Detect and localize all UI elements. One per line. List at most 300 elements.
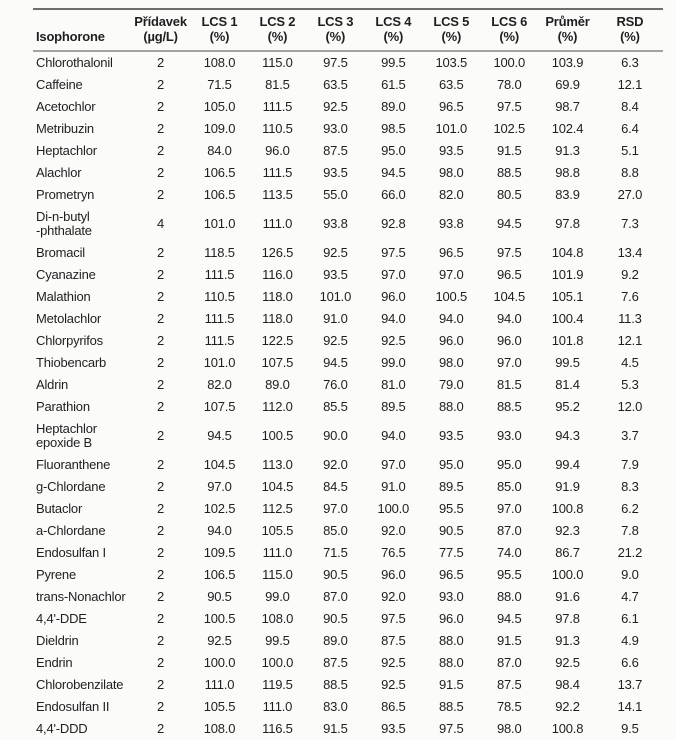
value-cell: 82.0 <box>207 377 232 392</box>
table-row <box>33 586 663 608</box>
value-cell: 97.0 <box>496 501 522 516</box>
value-cell: 85.0 <box>496 479 522 494</box>
value-cell: 2 <box>157 143 165 158</box>
value-cell: 88.5 <box>439 699 464 714</box>
value-cell: 95.2 <box>555 399 580 414</box>
value-cell: 96.0 <box>496 333 522 348</box>
column-header-lcs4 <box>364 9 422 51</box>
value-cell: 93.5 <box>439 428 464 443</box>
value-cell: 85.5 <box>323 399 348 414</box>
value-cell: 2 <box>157 399 165 414</box>
analyte-name-cell: 4,4'-DDE <box>36 611 87 626</box>
value-cell: 87.5 <box>323 655 348 670</box>
value-cell: 95.0 <box>496 457 522 472</box>
table-row <box>33 162 663 184</box>
analyte-name-cell: Cyanazine <box>36 267 96 282</box>
value-cell: 98.0 <box>496 721 522 736</box>
table-header <box>33 9 663 51</box>
value-cell: 110.5 <box>204 289 235 304</box>
value-cell: 2 <box>157 699 165 714</box>
header-line1: LCS 3 <box>317 14 354 29</box>
value-cell: 102.4 <box>551 121 584 136</box>
value-cell: 2 <box>157 721 165 736</box>
value-cell: 96.0 <box>439 333 464 348</box>
value-cell: 93.5 <box>323 267 348 282</box>
value-cell: 97.5 <box>323 55 348 70</box>
value-cell: 106.5 <box>203 567 236 582</box>
analyte-name-cell: g-Chlordane <box>36 479 106 494</box>
value-cell: 74.0 <box>496 545 522 560</box>
value-cell: 104.5 <box>203 457 236 472</box>
value-cell: 110.5 <box>262 121 293 136</box>
value-cell: 2 <box>157 289 165 304</box>
value-cell: 89.0 <box>323 633 348 648</box>
column-header-pridavek <box>131 9 191 51</box>
analyte-name-cell: Endosulfan II <box>36 699 110 714</box>
table-row <box>33 74 663 96</box>
header-line2: (%) <box>557 29 578 44</box>
table-row <box>33 118 663 140</box>
value-cell: 111.5 <box>262 165 293 180</box>
table-row <box>33 498 663 520</box>
value-cell: 98.5 <box>381 121 406 136</box>
header-line1: LCS 4 <box>375 14 412 29</box>
value-cell: 11.3 <box>618 311 642 326</box>
table-row <box>33 418 663 454</box>
value-cell: 92.5 <box>207 633 232 648</box>
value-cell: 94.3 <box>555 428 580 443</box>
value-cell: 94.5 <box>496 611 522 626</box>
value-cell: 89.0 <box>381 99 406 114</box>
value-cell: 81.4 <box>555 377 580 392</box>
value-cell: 105.5 <box>261 523 294 538</box>
value-cell: 92.5 <box>323 333 348 348</box>
value-cell: 97.5 <box>381 245 406 260</box>
value-cell: 90.5 <box>439 523 464 538</box>
analyte-name-cell: a-Chlordane <box>36 523 106 538</box>
analyte-name-cell: Fluoranthene <box>36 457 111 472</box>
value-cell: 7.8 <box>621 523 639 538</box>
value-cell: 92.5 <box>555 655 580 670</box>
value-cell: 97.5 <box>496 245 522 260</box>
value-cell: 92.3 <box>555 523 580 538</box>
analyte-name-cell: 4,4'-DDD <box>36 721 88 736</box>
value-cell: 92.5 <box>323 99 348 114</box>
value-cell: 97.0 <box>496 355 522 370</box>
value-cell: 94.5 <box>323 355 348 370</box>
value-cell: 87.0 <box>323 589 348 604</box>
value-cell: 111.5 <box>262 99 293 114</box>
value-cell: 80.5 <box>496 187 522 202</box>
value-cell: 13.7 <box>617 677 643 692</box>
value-cell: 99.4 <box>555 457 580 472</box>
value-cell: 107.5 <box>261 355 294 370</box>
table-row <box>33 454 663 476</box>
value-cell: 92.8 <box>381 216 406 231</box>
value-cell: 4 <box>157 216 165 231</box>
value-cell: 97.8 <box>555 216 580 231</box>
table-row <box>33 652 663 674</box>
value-cell: 2 <box>157 677 165 692</box>
value-cell: 90.5 <box>207 589 232 604</box>
value-cell: 97.0 <box>323 501 348 516</box>
table-row <box>33 206 663 242</box>
analyte-name-cell: Malathion <box>36 289 91 304</box>
value-cell: 13.4 <box>617 245 643 260</box>
value-cell: 88.0 <box>439 399 464 414</box>
value-cell: 101.0 <box>435 121 468 136</box>
header-line2: (%) <box>325 29 346 44</box>
table-row <box>33 608 663 630</box>
analyte-name-cell: Prometryn <box>36 187 95 202</box>
value-cell: 97.5 <box>439 721 464 736</box>
column-header-rsd <box>597 9 663 51</box>
value-cell: 111.0 <box>204 677 235 692</box>
value-cell: 106.5 <box>203 187 236 202</box>
value-cell: 98.0 <box>439 165 464 180</box>
value-cell: 104.5 <box>261 479 294 494</box>
table-row <box>33 242 663 264</box>
value-cell: 107.5 <box>203 399 236 414</box>
value-cell: 118.0 <box>262 311 293 326</box>
analyte-name-cell: Endrin <box>36 655 73 670</box>
column-header-lcs2 <box>248 9 306 51</box>
analyte-name-cell: Thiobencarb <box>36 355 107 370</box>
value-cell: 103.9 <box>551 55 584 70</box>
value-cell: 92.0 <box>381 589 406 604</box>
value-cell: 76.0 <box>323 377 348 392</box>
value-cell: 94.0 <box>439 311 464 326</box>
value-cell: 7.9 <box>621 457 639 472</box>
analyte-name-cell: Butaclor <box>36 501 83 516</box>
value-cell: 111.0 <box>262 545 293 560</box>
value-cell: 98.7 <box>555 99 580 114</box>
analyte-name-cell: Chlorothalonil <box>36 55 113 70</box>
value-cell: 2 <box>157 311 165 326</box>
value-cell: 92.0 <box>381 523 406 538</box>
value-cell: 91.5 <box>439 677 464 692</box>
table-row <box>33 476 663 498</box>
value-cell: 126.5 <box>261 245 294 260</box>
value-cell: 111.5 <box>204 311 235 326</box>
value-cell: 7.3 <box>621 216 639 231</box>
value-cell: 81.5 <box>496 377 522 392</box>
value-cell: 61.5 <box>381 77 406 92</box>
value-cell: 96.0 <box>265 143 290 158</box>
value-cell: 83.0 <box>323 699 348 714</box>
column-header-lcs6 <box>480 9 538 51</box>
value-cell: 6.2 <box>621 501 639 516</box>
analyte-name-cell: Metolachlor <box>36 311 101 326</box>
value-cell: 115.0 <box>262 55 293 70</box>
table-body <box>33 51 663 740</box>
value-cell: 4.7 <box>621 589 639 604</box>
value-cell: 97.0 <box>439 267 464 282</box>
analyte-name-cell: Endosulfan I <box>36 545 106 560</box>
header-line1: LCS 6 <box>491 14 528 29</box>
table-row <box>33 718 663 740</box>
value-cell: 27.0 <box>617 187 643 202</box>
value-cell: 100.0 <box>203 655 236 670</box>
value-cell: 98.8 <box>555 165 580 180</box>
value-cell: 100.0 <box>493 55 525 70</box>
value-cell: 92.5 <box>381 655 406 670</box>
value-cell: 96.5 <box>496 267 522 282</box>
value-cell: 113.5 <box>262 187 293 202</box>
value-cell: 91.5 <box>496 633 522 648</box>
value-cell: 91.3 <box>555 633 580 648</box>
value-cell: 97.5 <box>381 611 406 626</box>
value-cell: 118.5 <box>204 245 235 260</box>
value-cell: 89.0 <box>265 377 290 392</box>
value-cell: 12.1 <box>617 333 643 348</box>
table-row <box>33 96 663 118</box>
value-cell: 122.5 <box>261 333 294 348</box>
value-cell: 4.9 <box>621 633 639 648</box>
value-cell: 100.4 <box>551 311 584 326</box>
value-cell: 91.0 <box>323 311 348 326</box>
table-row <box>33 264 663 286</box>
header-line1: LCS 2 <box>259 14 296 29</box>
analyte-name-cell: Heptachlor epoxide B <box>36 421 97 450</box>
value-cell: 81.5 <box>265 77 290 92</box>
value-cell: 91.5 <box>496 143 522 158</box>
value-cell: 91.5 <box>323 721 348 736</box>
value-cell: 101.0 <box>203 216 236 231</box>
value-cell: 87.5 <box>496 677 522 692</box>
value-cell: 109.0 <box>203 121 236 136</box>
value-cell: 90.0 <box>323 428 348 443</box>
analyte-name-cell: Parathion <box>36 399 90 414</box>
value-cell: 100.0 <box>377 501 410 516</box>
value-cell: 94.0 <box>381 311 406 326</box>
value-cell: 88.0 <box>439 655 464 670</box>
value-cell: 6.1 <box>621 611 639 626</box>
value-cell: 96.5 <box>439 567 464 582</box>
value-cell: 2 <box>157 187 165 202</box>
value-cell: 100.0 <box>261 655 294 670</box>
value-cell: 97.8 <box>555 611 580 626</box>
value-cell: 21.2 <box>617 545 643 560</box>
value-cell: 105.1 <box>551 289 584 304</box>
analyte-name-cell: Alachlor <box>36 165 82 180</box>
header-line2: (%) <box>267 29 288 44</box>
value-cell: 71.5 <box>207 77 232 92</box>
value-cell: 93.0 <box>439 589 464 604</box>
analyte-name-cell: Pyrene <box>36 567 76 582</box>
value-cell: 88.0 <box>496 589 522 604</box>
table-row <box>33 696 663 718</box>
value-cell: 2 <box>157 55 165 70</box>
value-cell: 100.5 <box>435 289 468 304</box>
value-cell: 97.0 <box>381 267 406 282</box>
value-cell: 2 <box>157 545 165 560</box>
value-cell: 89.5 <box>439 479 464 494</box>
analyte-name-cell: Chlorpyrifos <box>36 333 103 348</box>
value-cell: 108.0 <box>203 721 236 736</box>
value-cell: 6.3 <box>621 55 639 70</box>
value-cell: 86.5 <box>381 699 406 714</box>
value-cell: 98.4 <box>555 677 580 692</box>
value-cell: 99.0 <box>381 355 406 370</box>
value-cell: 94.0 <box>381 428 406 443</box>
value-cell: 2 <box>157 523 165 538</box>
value-cell: 94.0 <box>496 311 522 326</box>
value-cell: 86.7 <box>555 545 580 560</box>
value-cell: 100.5 <box>203 611 236 626</box>
value-cell: 100.8 <box>551 721 584 736</box>
value-cell: 2 <box>157 567 165 582</box>
value-cell: 5.3 <box>621 377 639 392</box>
value-cell: 100.8 <box>551 501 584 516</box>
value-cell: 63.5 <box>323 77 348 92</box>
value-cell: 88.5 <box>323 677 348 692</box>
analyte-name-cell: Di-n-butyl -phthalate <box>36 209 92 238</box>
value-cell: 93.5 <box>323 165 348 180</box>
value-cell: 90.5 <box>323 567 348 582</box>
value-cell: 88.0 <box>439 633 464 648</box>
value-cell: 2 <box>157 428 165 443</box>
value-cell: 96.5 <box>439 99 464 114</box>
value-cell: 2 <box>157 633 165 648</box>
value-cell: 92.5 <box>381 333 406 348</box>
value-cell: 79.0 <box>439 377 464 392</box>
value-cell: 78.0 <box>496 77 522 92</box>
value-cell: 71.5 <box>323 545 348 560</box>
value-cell: 101.0 <box>203 355 236 370</box>
table-row <box>33 374 663 396</box>
value-cell: 103.5 <box>435 55 468 70</box>
value-cell: 97.0 <box>207 479 232 494</box>
value-cell: 2 <box>157 501 165 516</box>
value-cell: 84.0 <box>207 143 232 158</box>
value-cell: 94.0 <box>207 523 232 538</box>
value-cell: 111.0 <box>262 699 293 714</box>
value-cell: 96.0 <box>381 289 406 304</box>
value-cell: 99.5 <box>381 55 406 70</box>
value-cell: 99.5 <box>265 633 290 648</box>
value-cell: 99.0 <box>265 589 290 604</box>
value-cell: 105.5 <box>203 699 236 714</box>
value-cell: 83.9 <box>555 187 580 202</box>
value-cell: 100.5 <box>261 428 294 443</box>
analyte-name-cell: Metribuzin <box>36 121 94 136</box>
value-cell: 93.5 <box>381 721 406 736</box>
header-line1: Přídavek <box>134 14 187 29</box>
value-cell: 93.0 <box>496 428 522 443</box>
value-cell: 96.5 <box>439 245 464 260</box>
value-cell: 2 <box>157 267 165 282</box>
value-cell: 2 <box>157 245 165 260</box>
value-cell: 8.4 <box>621 99 639 114</box>
value-cell: 2 <box>157 611 165 626</box>
header-line1: Průměr <box>545 14 590 29</box>
value-cell: 87.5 <box>381 633 406 648</box>
header-line2: (%) <box>441 29 462 44</box>
value-cell: 111.5 <box>204 267 235 282</box>
analyte-name-cell: Caffeine <box>36 77 83 92</box>
value-cell: 92.0 <box>323 457 348 472</box>
column-header-lcs1 <box>190 9 248 51</box>
table-row <box>33 520 663 542</box>
table-row <box>33 286 663 308</box>
value-cell: 98.0 <box>439 355 464 370</box>
value-cell: 95.5 <box>496 567 522 582</box>
value-cell: 91.3 <box>555 143 580 158</box>
value-cell: 115.0 <box>262 567 293 582</box>
table-row <box>33 630 663 652</box>
value-cell: 87.0 <box>496 655 522 670</box>
header-line2: (%) <box>499 29 520 44</box>
value-cell: 2 <box>157 355 165 370</box>
value-cell: 93.5 <box>439 143 464 158</box>
analyte-name-cell: Aldrin <box>36 377 69 392</box>
value-cell: 94.5 <box>381 165 406 180</box>
value-cell: 94.5 <box>207 428 232 443</box>
column-header-lcs5 <box>422 9 480 51</box>
value-cell: 101.8 <box>551 333 584 348</box>
value-cell: 92.2 <box>555 699 580 714</box>
value-cell: 87.0 <box>496 523 522 538</box>
value-cell: 92.5 <box>381 677 406 692</box>
value-cell: 112.0 <box>262 399 293 414</box>
table-row <box>33 542 663 564</box>
value-cell: 118.0 <box>262 289 293 304</box>
value-cell: 101.9 <box>551 267 584 282</box>
header-line1: LCS 5 <box>433 14 470 29</box>
value-cell: 12.1 <box>617 77 643 92</box>
value-cell: 95.0 <box>381 143 406 158</box>
value-cell: 105.0 <box>203 99 236 114</box>
header-line2: Isophorone <box>36 29 105 44</box>
value-cell: 104.5 <box>493 289 525 304</box>
analyte-name-cell: Dieldrin <box>36 633 79 648</box>
analyte-name-cell: Heptachlor <box>36 143 97 158</box>
value-cell: 2 <box>157 377 165 392</box>
value-cell: 5.1 <box>621 143 639 158</box>
value-cell: 111.0 <box>262 216 293 231</box>
value-cell: 3.7 <box>621 428 639 443</box>
value-cell: 2 <box>157 655 165 670</box>
analyte-name-cell: Acetochlor <box>36 99 96 114</box>
header-line2: (%) <box>209 29 230 44</box>
value-cell: 91.9 <box>555 479 580 494</box>
header-line2: (%) <box>620 29 640 44</box>
value-cell: 2 <box>157 77 165 92</box>
column-header-prumer <box>538 9 597 51</box>
value-cell: 8.8 <box>621 165 639 180</box>
value-cell: 91.0 <box>381 479 406 494</box>
value-cell: 111.5 <box>204 333 235 348</box>
value-cell: 116.0 <box>262 267 293 282</box>
table-row <box>33 330 663 352</box>
value-cell: 77.5 <box>439 545 464 560</box>
value-cell: 88.5 <box>496 165 522 180</box>
value-cell: 87.5 <box>323 143 348 158</box>
value-cell: 14.1 <box>617 699 643 714</box>
value-cell: 93.8 <box>323 216 348 231</box>
value-cell: 2 <box>157 333 165 348</box>
value-cell: 2 <box>157 165 165 180</box>
value-cell: 4.5 <box>621 355 639 370</box>
column-header-isophorone <box>33 9 131 51</box>
value-cell: 104.8 <box>551 245 584 260</box>
value-cell: 109.5 <box>203 545 236 560</box>
lcs-recovery-table <box>33 8 663 740</box>
value-cell: 78.5 <box>496 699 522 714</box>
analyte-name-cell: Chlorobenzilate <box>36 677 124 692</box>
analyte-name-cell: trans-Nonachlor <box>36 589 126 604</box>
